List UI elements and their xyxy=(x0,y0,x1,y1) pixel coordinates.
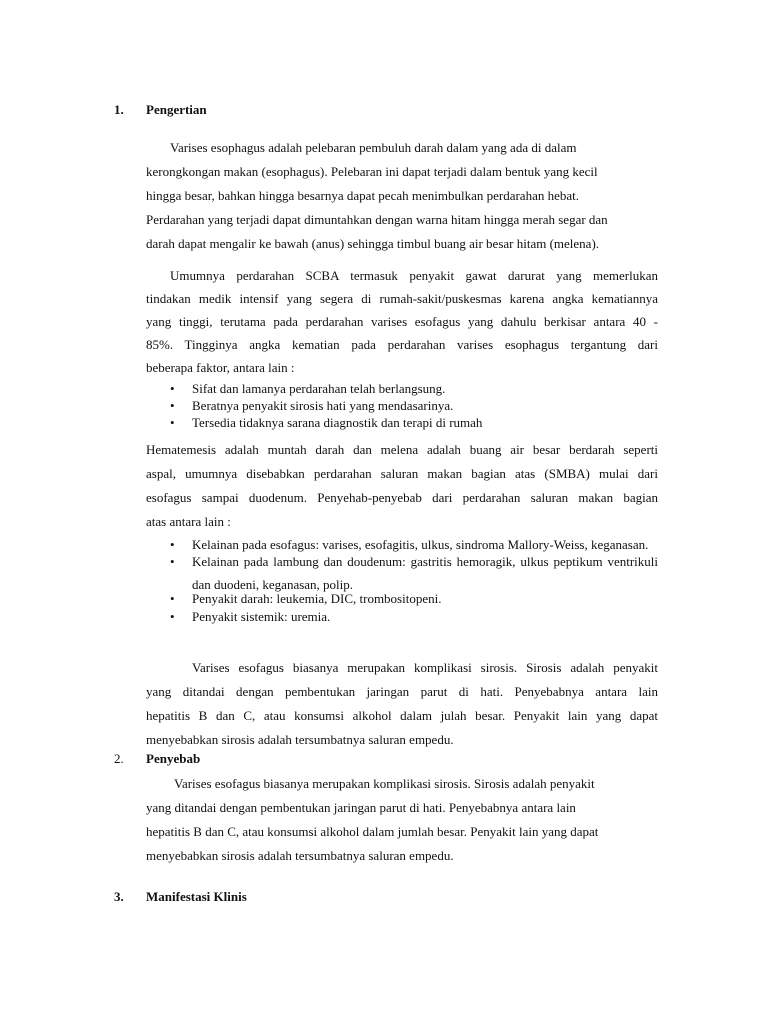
section-1-number: 1. xyxy=(114,102,124,117)
text-line: Umumnya perdarahan SCBA termasuk penyakit gawat darurat yang memerlukan xyxy=(170,268,658,283)
text-line: Varises esophagus adalah pelebaran pembuluh darah dalam yang ada di dalam xyxy=(170,140,577,155)
bullet-icon: • xyxy=(170,609,175,624)
text-line: menyebabkan sirosis adalah tersumbatnya saluran empedu. xyxy=(146,848,454,863)
text-line: Perdarahan yang terjadi dapat dimuntahkan dengan warna hitam hingga merah segar dan xyxy=(146,212,608,227)
text-line: atas antara lain : xyxy=(146,514,231,529)
list-item: • Penyakit darah: leukemia, DIC, trombositopeni. xyxy=(170,591,442,606)
text-line: aspal, umumnya disebabkan perdarahan saluran makan bagian atas (SMBA) mulai dari xyxy=(146,466,658,481)
text-line: Varises esofagus biasanya merupakan komplikasi sirosis. Sirosis adalah penyakit xyxy=(174,776,595,791)
paragraph-varises-cirrhosis xyxy=(146,656,658,752)
bullet-icon: • xyxy=(170,415,175,430)
text-line: yang ditandai dengan pembentukan jaringan parut di hati. Penyebabnya antara lain xyxy=(146,800,576,815)
list-item: • Tersedia tidaknya sarana diagnostik dan terapi di rumah xyxy=(170,415,483,430)
bullet-icon: • xyxy=(170,398,175,413)
list-item: • Kelainan pada lambung dan doudenum: gastritis hemoragik, ulkus peptikum ventrikuli dan duodeni, keganasan, polip. xyxy=(146,550,658,596)
list-item: • Kelainan pada esofagus: varises, esofagitis, ulkus, sindroma Mallory-Weiss, keganasan. xyxy=(146,533,658,556)
factor-list xyxy=(146,380,658,431)
text-line: 85%. Tingginya angka kematian pada perdarahan varises esophagus tergantung dari xyxy=(146,337,658,352)
list-item: • Sifat dan lamanya perdarahan telah berlangsung. xyxy=(170,381,446,396)
bullet-icon: • xyxy=(170,554,175,569)
text-line: menyebabkan sirosis adalah tersumbatnya saluran empedu. xyxy=(146,732,454,747)
paragraph-definition xyxy=(146,136,658,256)
text-line: kerongkongan makan (esophagus). Pelebaran ini dapat terjadi dalam bentuk yang kecil xyxy=(146,164,598,179)
text-line: esofagus sampai duodenum. Penyehab-penyebab dari perdarahan saluran makan bagian xyxy=(146,490,658,505)
section-2-heading: Penyebab xyxy=(146,751,201,766)
text-line: hingga besar, bahkan hingga besarnya dapat pecah menimbulkan perdarahan hebat. xyxy=(146,188,579,203)
paragraph-hematemesis xyxy=(146,438,658,534)
text-line: beberapa faktor, antara lain : xyxy=(146,360,295,375)
text-line: Varises esofagus biasanya merupakan komplikasi sirosis. Sirosis adalah penyakit xyxy=(192,660,658,675)
paragraph-causes xyxy=(146,772,658,868)
text-line: hepatitis B dan C, atau konsumsi alkohol dalam julah besar. Penyakit lain yang dapat xyxy=(146,708,658,723)
text-line: tindakan medik intensif yang segera di rumah-sakit/puskesmas karena angka kematiannya xyxy=(146,291,658,306)
cause-list xyxy=(146,533,658,626)
list-item: • Penyakit sistemik: uremia. xyxy=(170,609,331,624)
text-line: yang ditandai dengan pembentukan jaringan parut di hati. Penyebabnya antara lain xyxy=(146,684,658,699)
text-line: yang tinggi, terutama pada perdarahan varises esofagus yang dahulu berkisar antara 40 - xyxy=(146,314,658,329)
section-3-heading: Manifestasi Klinis xyxy=(146,889,247,904)
bullet-icon: • xyxy=(170,537,175,552)
bullet-icon: • xyxy=(170,591,175,606)
section-2-number: 2. xyxy=(114,751,124,766)
section-3-number: 3. xyxy=(114,889,124,904)
text-line: darah dapat mengalir ke bawah (anus) sehingga timbul buang air besar hitam (melena). xyxy=(146,236,600,251)
bullet-icon: • xyxy=(170,381,175,396)
paragraph-scba xyxy=(146,264,658,379)
text-line: Hematemesis adalah muntah darah dan melena adalah buang air besar berdarah seperti xyxy=(146,442,658,457)
section-1-heading: Pengertian xyxy=(146,102,207,117)
list-item: • Beratnya penyakit sirosis hati yang mendasarinya. xyxy=(170,398,454,413)
text-line: hepatitis B dan C, atau konsumsi alkohol dalam jumlah besar. Penyakit lain yang dapat xyxy=(146,824,599,839)
